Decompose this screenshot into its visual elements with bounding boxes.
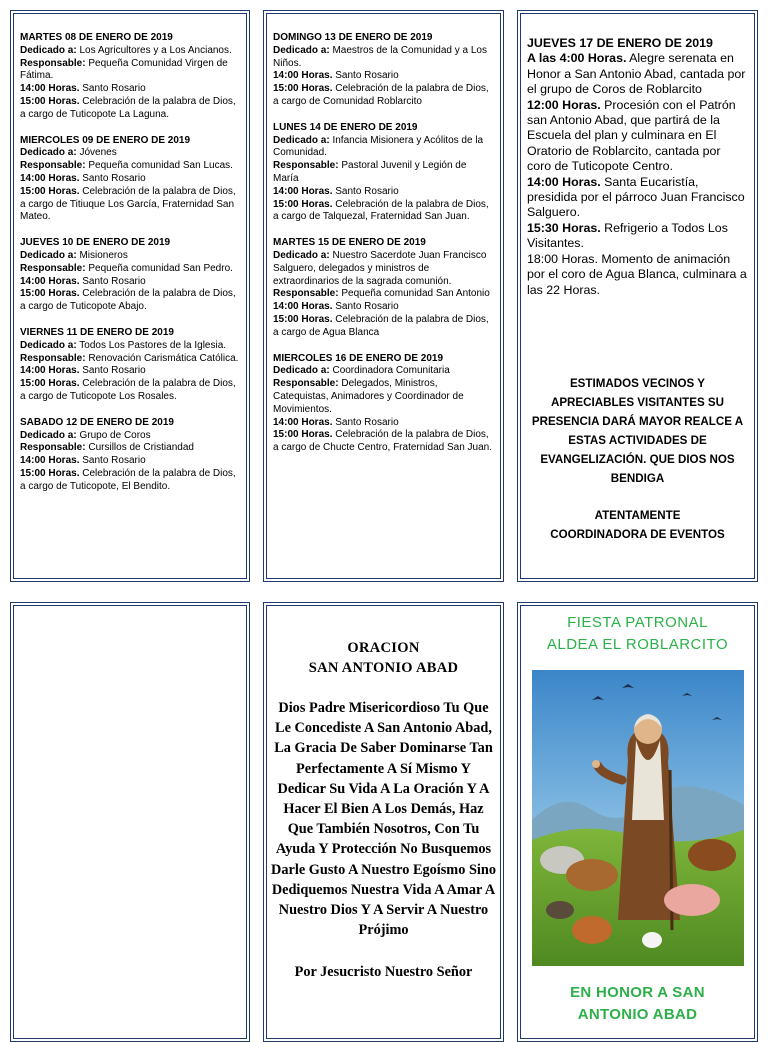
- day-date: DOMINGO 13 DE ENERO DE 2019: [273, 32, 433, 43]
- schedule-line-label: Dedicado a:: [20, 429, 77, 441]
- cover-subtitle-line-1: EN HONOR A SAN: [570, 984, 705, 1001]
- schedule-line: [273, 378, 494, 416]
- schedule-day: [20, 135, 240, 225]
- cover-subtitle: [527, 982, 748, 1026]
- schedule-line-text: Procesión con el Patrón san Antonio Abad, que partirá de la Escuela del plan y culminara en El Oratorio de Roblarcito, cantada por coro de Tuticopote Centro.: [527, 97, 736, 174]
- schedule-line-text: Santa Eucaristía, presidida por el párroco Juan Francisco Salguero.: [527, 174, 745, 220]
- day-date: MIERCOLES 09 DE ENERO DE 2019: [20, 134, 191, 146]
- schedule-line: [20, 173, 240, 186]
- schedule-line-text: Misioneros: [76, 249, 128, 261]
- day-date: JUEVES 17 DE ENERO DE 2019: [527, 36, 713, 50]
- day-date: MIERCOLES 16 DE ENERO DE 2019: [273, 352, 444, 364]
- schedule-line-text: Jóvenes: [76, 147, 117, 159]
- schedule-line-label: 14:00 Horas.: [20, 83, 80, 95]
- schedule-line: [20, 186, 240, 224]
- schedule-line-text: Santo Rosario: [332, 416, 399, 428]
- schedule-line-label: Responsable:: [273, 160, 339, 172]
- prayer-closing: Por Jesucristo Nuestro Señor: [294, 964, 473, 981]
- schedule-line-label: 14:00 Horas.: [20, 455, 80, 467]
- cover-title: [527, 612, 748, 656]
- cover-panel: [517, 602, 758, 1042]
- schedule-line-text: Celebración de la palabra de Dios, a cargo de Talquezal, Fraternidad San Juan.: [273, 198, 489, 223]
- schedule-line: [527, 252, 748, 298]
- schedule-line-label: Dedicado a:: [273, 249, 330, 261]
- schedule-line-text: Celebración de la palabra de Dios, a cargo de Tuticopote, El Bendito.: [20, 467, 236, 492]
- schedule-line: [20, 378, 240, 404]
- schedule-line: [20, 250, 240, 263]
- schedule-line: [20, 353, 240, 366]
- schedule-line-label: 15:00 Horas.: [20, 378, 80, 390]
- schedule-line-text: Santo Rosario: [332, 301, 399, 313]
- schedule-line: [273, 70, 494, 83]
- schedule-line: [20, 83, 240, 96]
- schedule-line: [273, 160, 494, 186]
- schedule-day: [273, 353, 494, 455]
- schedule-line-label: 15:00 Horas.: [273, 429, 333, 441]
- schedule-line: [20, 96, 240, 122]
- schedule-line-text: Alegre serenata en Honor a San Antonio Abad, cantada por el grupo de Coros de Roblarcito: [527, 51, 746, 97]
- schedule-line-label: Dedicado a:: [20, 147, 77, 159]
- schedule-line-label: Responsable:: [273, 288, 339, 300]
- schedule-line-text: Pequeña comunidad San Lucas.: [85, 160, 233, 172]
- schedule-day: [20, 32, 240, 122]
- schedule-line: [527, 98, 748, 175]
- schedule-line-text: Delegados, Ministros, Catequistas, Animadores y Coordinador de Movimientos.: [273, 378, 464, 415]
- blank-panel: [10, 602, 250, 1042]
- closing-text: ESTIMADOS VECINOS Y APRECIABLES VISITANTES SU PRESENCIA DARÁ MAYOR REALCE A ESTAS ACTIVIDADES DE EVANGELIZACIÓN. QUE DIOS NOS BENDIGA: [531, 376, 744, 485]
- schedule-line-label: 15:00 Horas.: [273, 83, 333, 95]
- schedule-line: [20, 365, 240, 378]
- schedule-line-label: 15:30 Horas.: [527, 220, 601, 235]
- schedule-line-label: 15:00 Horas.: [20, 288, 80, 300]
- schedule-line-text: Celebración de la palabra de Dios, a cargo de Chucte Centro, Fraternidad San Juan.: [273, 429, 493, 454]
- schedule-line-label: Responsable:: [273, 378, 339, 390]
- schedule-line-text: Santo Rosario: [332, 185, 399, 197]
- day-date: SABADO 12 DE ENERO DE 2019: [20, 416, 174, 428]
- schedule-line-label: 14:00 Horas.: [273, 301, 333, 313]
- schedule-line-label: 14:00 Horas.: [20, 172, 80, 184]
- schedule-line-label: 15:00 Horas.: [273, 198, 333, 210]
- schedule-line: [20, 58, 240, 84]
- signoff-line-2: COORDINADORA DE EVENTOS: [550, 527, 725, 541]
- schedule-line-text: Celebración de la palabra de Dios, a cargo de Agua Blanca: [273, 313, 489, 338]
- schedule-line-text: Coordinadora Comunitaria: [329, 365, 450, 377]
- day-date: JUEVES 10 DE ENERO DE 2019: [20, 237, 171, 249]
- schedule-day: [20, 237, 240, 314]
- day-date: MARTES 08 DE ENERO DE 2019: [20, 32, 173, 43]
- schedule-panel-2: [263, 10, 504, 582]
- schedule-line-text: Celebración de la palabra de Dios, a cargo de Tuticopote Los Rosales.: [20, 378, 236, 402]
- schedule-line-text: Cursillos de Cristiandad: [85, 442, 194, 454]
- schedule-line: [20, 455, 240, 468]
- schedule-line-label: 14:00 Horas.: [20, 365, 80, 377]
- schedule-line: [20, 442, 240, 455]
- schedule-line-text: Los Agricultores y a Los Ancianos.: [76, 44, 232, 56]
- schedule-line-label: 14:00 Horas.: [273, 416, 333, 428]
- day-date: VIERNES 11 DE ENERO DE 2019: [20, 326, 174, 338]
- schedule-line-label: 14:00 Horas.: [273, 70, 333, 82]
- cover-title-line-1: FIESTA PATRONAL: [567, 614, 708, 631]
- schedule-day: [20, 327, 240, 404]
- schedule-line: [20, 147, 240, 160]
- prayer-body: Dios Padre Misericordioso Tu Que Le Concediste A San Antonio Abad, La Gracia De Saber Dominarse Tan Perfectamente A Sí Mismo Y Dedicar Su Vida A La Oración Y A Hacer El Bien A Los Demás, Haz Que También Nosotros, Con Tu Ayuda Y Protección No Busquemos Darle Gusto A Nuestro Egoísmo Sino Dediquemos Nuestra Vida A Amar A Nuestro Dios Y A Servir A Nuestro Prójimo: [271, 700, 496, 939]
- schedule-line-text: Celebración de la palabra de Dios, a cargo de Tuticopote Abajo.: [20, 288, 236, 313]
- schedule-line-label: Responsable:: [20, 262, 86, 274]
- schedule-line: [273, 45, 494, 71]
- schedule-line: [273, 250, 494, 288]
- schedule-line-text: Celebración de la palabra de Dios, a cargo de Tuticopote La Laguna.: [20, 95, 236, 120]
- schedule-line-label: Dedicado a:: [273, 134, 330, 146]
- schedule-line: [20, 288, 240, 314]
- schedule-line-text: Infancia Misionera y Acólitos de la Comunidad.: [273, 134, 484, 159]
- schedule-line: [20, 340, 240, 353]
- schedule-day: [273, 32, 494, 109]
- schedule-line: [20, 45, 240, 58]
- schedule-line-text: 18:00 Horas. Momento de animación por el coro de Agua Blanca, culminara a las 22 Horas.: [527, 251, 747, 297]
- schedule-line-text: Celebración de la palabra de Dios, a cargo de Titiuque Los García, Fraternidad San Mateo.: [20, 185, 236, 223]
- schedule-line-text: Santo Rosario: [79, 455, 146, 467]
- schedule-line-label: 14:00 Horas.: [273, 185, 333, 197]
- schedule-line: [273, 365, 494, 378]
- schedule-line-label: 15:00 Horas.: [20, 95, 80, 107]
- cover-title-line-2: ALDEA EL ROBLARCITO: [546, 636, 729, 653]
- schedule-line: [527, 51, 748, 97]
- schedule-line-text: Maestros de la Comunidad y a Los Niños.: [273, 44, 487, 69]
- schedule-line-text: Nuestro Sacerdote Juan Francisco Salguero, delegados y ministros de extraordinarios de la sagrada comunión.: [273, 249, 487, 287]
- schedule-line-label: 15:00 Horas.: [20, 185, 80, 197]
- prayer-title: ORACION: [347, 640, 420, 656]
- saint-illustration: [532, 670, 744, 966]
- schedule-line: [20, 160, 240, 173]
- schedule-line-label: 15:00 Horas.: [20, 467, 80, 479]
- schedule-day: [273, 122, 494, 224]
- schedule-line-label: 12:00 Horas.: [527, 97, 601, 112]
- schedule-line: [273, 429, 494, 455]
- schedule-line: [273, 83, 494, 109]
- signoff-line-1: ATENTAMENTE: [594, 508, 681, 522]
- schedule-line: [20, 276, 240, 289]
- schedule-line-label: Responsable:: [20, 442, 86, 454]
- schedule-line: [273, 314, 494, 340]
- closing-message: [527, 374, 748, 544]
- schedule-line: [273, 135, 494, 161]
- schedule-line: [20, 263, 240, 276]
- schedule-day: [20, 417, 240, 494]
- schedule-line-text: Santo Rosario: [79, 275, 146, 287]
- day-17-block: [527, 36, 748, 298]
- schedule-line: [273, 186, 494, 199]
- prayer-subtitle: SAN ANTONIO ABAD: [308, 660, 459, 676]
- schedule-line: [273, 199, 494, 225]
- schedule-line-text: Santo Rosario: [332, 70, 399, 82]
- schedule-line-label: A las 4:00 Horas.: [527, 51, 627, 66]
- schedule-line-text: Renovación Carismática Católica.: [85, 352, 239, 364]
- prayer-panel: [263, 602, 504, 1042]
- schedule-line-text: Refrigerio a Todos Los Visitantes.: [527, 220, 728, 251]
- schedule-line-label: Dedicado a:: [20, 339, 77, 351]
- schedule-line: [273, 417, 494, 430]
- schedule-day: [273, 237, 494, 339]
- schedule-line-label: Dedicado a:: [20, 44, 77, 56]
- schedule-line-text: Pequeña Comunidad Virgen de Fátima.: [20, 57, 228, 82]
- schedule-line: [273, 301, 494, 314]
- schedule-line-text: Pastoral Juvenil y Legión de María: [273, 160, 467, 184]
- schedule-line-label: Responsable:: [20, 352, 86, 364]
- schedule-panel-1: [10, 10, 250, 582]
- schedule-line: [20, 430, 240, 443]
- schedule-line-text: Pequeña comunidad San Antonio: [338, 288, 490, 300]
- schedule-line: [527, 221, 748, 252]
- schedule-line-text: Celebración de la palabra de Dios, a cargo de Comunidad Roblarcito: [273, 83, 489, 107]
- schedule-panel-3: [517, 10, 758, 582]
- schedule-line-label: 15:00 Horas.: [273, 313, 333, 325]
- schedule-line-label: Dedicado a:: [273, 365, 330, 377]
- schedule-line-text: Todos Los Pastores de la Iglesia.: [76, 339, 227, 351]
- schedule-line: [273, 288, 494, 301]
- day-date: MARTES 15 DE ENERO DE 2019: [273, 237, 426, 249]
- schedule-line-text: Santo Rosario: [79, 365, 146, 377]
- schedule-line-text: Santo Rosario: [79, 83, 146, 95]
- schedule-line-label: Responsable:: [20, 160, 86, 172]
- schedule-line-label: 14:00 Horas.: [20, 275, 80, 287]
- schedule-line: [527, 175, 748, 221]
- day-date: LUNES 14 DE ENERO DE 2019: [273, 121, 418, 133]
- cover-subtitle-line-2: ANTONIO ABAD: [577, 1006, 698, 1023]
- schedule-line-label: 14:00 Horas.: [527, 174, 601, 189]
- schedule-line-label: Dedicado a:: [273, 44, 330, 56]
- schedule-line-text: Grupo de Coros: [76, 429, 151, 441]
- schedule-line-label: Dedicado a:: [20, 249, 77, 261]
- schedule-line-text: Santo Rosario: [79, 172, 146, 184]
- schedule-line: [20, 468, 240, 494]
- schedule-line-text: Pequeña comunidad San Pedro.: [85, 262, 233, 274]
- schedule-line-label: Responsable:: [20, 57, 86, 69]
